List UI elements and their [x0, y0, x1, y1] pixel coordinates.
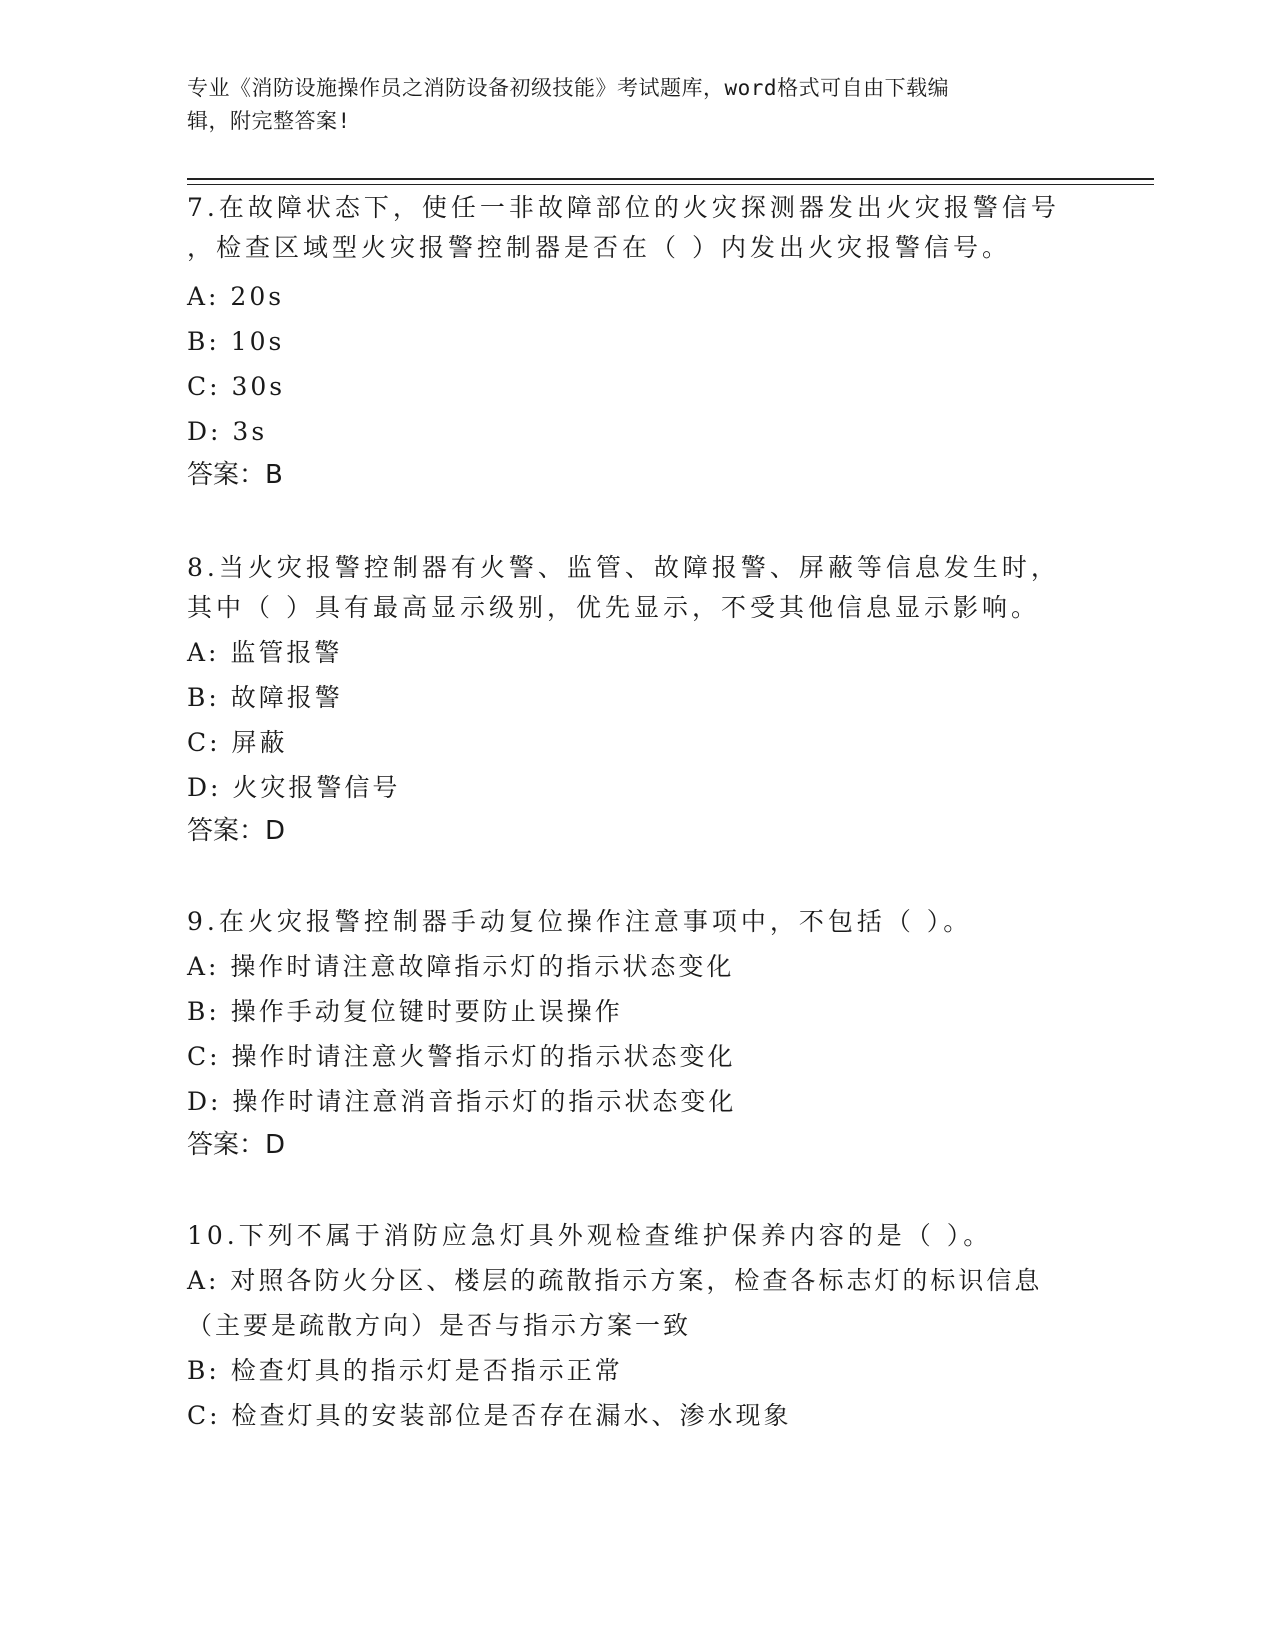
option-a: A: 监管报警: [187, 638, 343, 667]
option-d: D: 火灾报警信号: [187, 773, 401, 802]
option-c: C: 30s: [187, 372, 286, 401]
header-divider-thin: [187, 184, 1154, 185]
stem-line: 8.当火灾报警控制器有火警、监管、故障报警、屏蔽等信息发生时，: [187, 553, 1060, 582]
option-a: A: 对照各防火分区、楼层的疏散指示方案，检查各标志灯的标识信息: [187, 1266, 1043, 1295]
question-list: [187, 188, 1154, 1438]
question-8: [187, 548, 1154, 852]
option-a: A: 20s: [187, 282, 285, 311]
option-c: C: 操作时请注意火警指示灯的指示状态变化: [187, 1042, 736, 1071]
option-c: C: 检查灯具的安装部位是否存在漏水、渗水现象: [187, 1401, 792, 1430]
answer-label: 答案：D: [187, 816, 286, 846]
stem-line: 7.在故障状态下，使任一非故障部位的火灾探测器发出火灾报警信号: [187, 193, 1060, 222]
option-c: C: 屏蔽: [187, 728, 288, 757]
question-stem: [187, 1216, 1154, 1256]
option-a-continued: （主要是疏散方向）是否与指示方案一致: [187, 1311, 692, 1340]
stem-line: 9.在火灾报警控制器手动复位操作注意事项中，不包括（ ）。: [187, 907, 973, 936]
question-stem: [187, 548, 1154, 628]
document-header: [187, 72, 1067, 138]
stem-line: 10.下列不属于消防应急灯具外观检查维护保养内容的是（ ）。: [187, 1221, 993, 1250]
option-b: B: 操作手动复位键时要防止误操作: [187, 997, 623, 1026]
option-b: B: 10s: [187, 327, 285, 356]
header-line-1: 专业《消防设施操作员之消防设备初级技能》考试题库，word格式可自由下载编: [187, 76, 950, 100]
option-a: A: 操作时请注意故障指示灯的指示状态变化: [187, 952, 735, 981]
header-divider-thick: [187, 178, 1154, 180]
answer-label: 答案：B: [187, 460, 283, 490]
option-b: B: 故障报警: [187, 683, 343, 712]
option-d: D: 3s: [187, 417, 268, 446]
option-b: B: 检查灯具的指示灯是否指示正常: [187, 1356, 623, 1385]
question-9: [187, 902, 1154, 1166]
question-7: [187, 188, 1154, 496]
question-10: [187, 1216, 1154, 1438]
answer-label: 答案：D: [187, 1130, 286, 1160]
header-line-2: 辑，附完整答案!: [187, 109, 351, 133]
stem-line: 其中（ ）具有最高显示级别，优先显示，不受其他信息显示影响。: [187, 593, 1040, 622]
stem-line: ，检查区域型火灾报警控制器是否在（ ）内发出火灾报警信号。: [187, 233, 1011, 262]
option-d: D: 操作时请注意消音指示灯的指示状态变化: [187, 1087, 737, 1116]
question-stem: [187, 188, 1154, 268]
question-stem: [187, 902, 1154, 942]
